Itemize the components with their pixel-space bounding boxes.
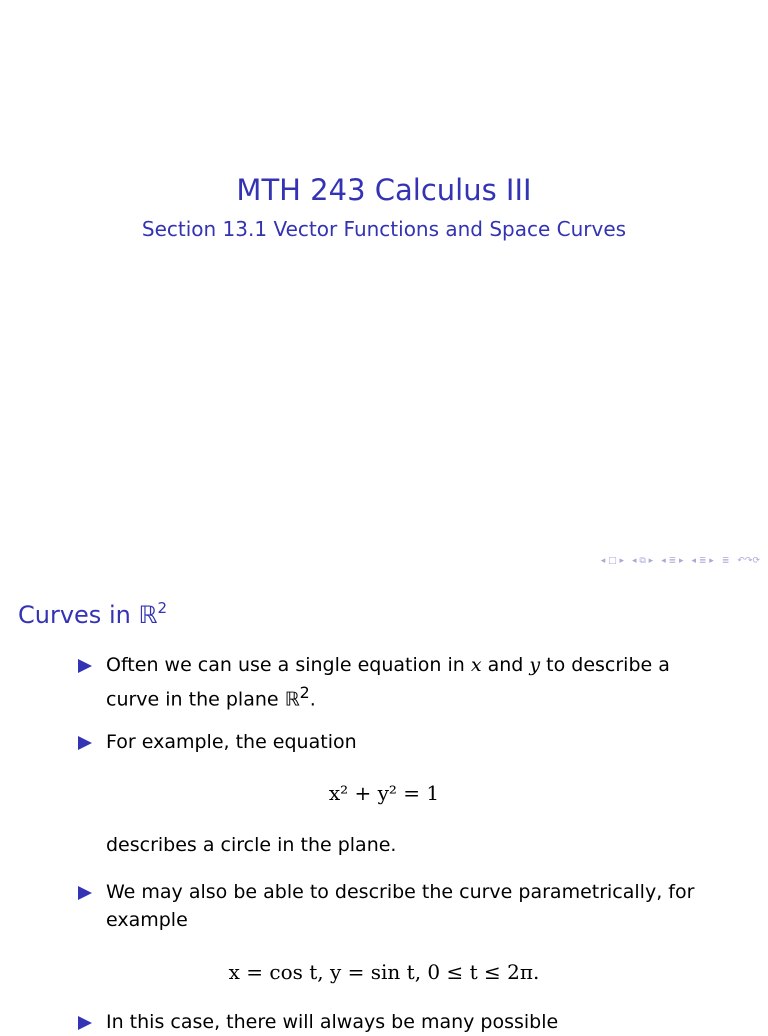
bullet-triangle-icon: [78, 736, 92, 750]
bullet-triangle-icon: [78, 886, 92, 900]
frame-title-text: Curves in ℝ: [18, 601, 158, 629]
bullet-item: [78, 1008, 718, 1036]
bullet-text-part: and: [481, 654, 530, 676]
bullet-text-part: Often we can use a single equation in: [106, 654, 471, 676]
presentation-title: MTH 243 Calculus III: [236, 173, 532, 207]
nav-back-forward-search-icon[interactable]: ↶↷⟳: [737, 556, 760, 566]
bullet-triangle-icon: [78, 659, 92, 673]
bullet-text-part: We may also be able to describe the curve parametrically, for: [106, 881, 695, 903]
bullet-text: [106, 878, 718, 934]
math-variable: y: [529, 654, 541, 676]
display-equation-parametric: x = cos t, y = sin t, 0 ≤ t ≤ 2π.: [228, 960, 540, 984]
bullet-item: [78, 651, 718, 713]
beamer-navigation-bar: [601, 555, 760, 567]
bullet-text-part: .: [309, 688, 316, 711]
superscript: 2: [299, 683, 310, 702]
bullet-triangle-icon: [78, 1016, 92, 1030]
bullet-item: [78, 878, 718, 934]
nav-toc-icon[interactable]: ≣: [721, 556, 730, 566]
nav-frame-icon[interactable]: ◂ □ ▸: [600, 556, 625, 566]
bullet-text-part: curve in the plane ℝ: [106, 688, 300, 711]
bullet-text-part: example: [106, 909, 188, 931]
presentation-subtitle: Section 13.1 Vector Functions and Space Curves: [141, 217, 627, 241]
frame-title: [18, 590, 167, 633]
nav-section-icon[interactable]: ◂ ≣ ▸: [661, 556, 684, 566]
bullet-text: [106, 651, 718, 713]
nav-subsection-list-icon[interactable]: ◂ ≣ ▸: [691, 556, 714, 566]
nav-subsection-icon[interactable]: ◂ ⧉ ▸: [632, 556, 654, 566]
math-variable: x: [470, 654, 482, 676]
continuation-text: describes a circle in the plane.: [106, 834, 397, 856]
bullet-text: For example, the equation: [106, 731, 357, 753]
display-equation-circle: x² + y² = 1: [328, 781, 440, 805]
bullet-text: In this case, there will always be many possible: [106, 1011, 559, 1033]
bullet-text-part: to describe a: [540, 654, 670, 676]
frame-title-superscript: 2: [157, 599, 167, 617]
bullet-item: [78, 728, 718, 756]
